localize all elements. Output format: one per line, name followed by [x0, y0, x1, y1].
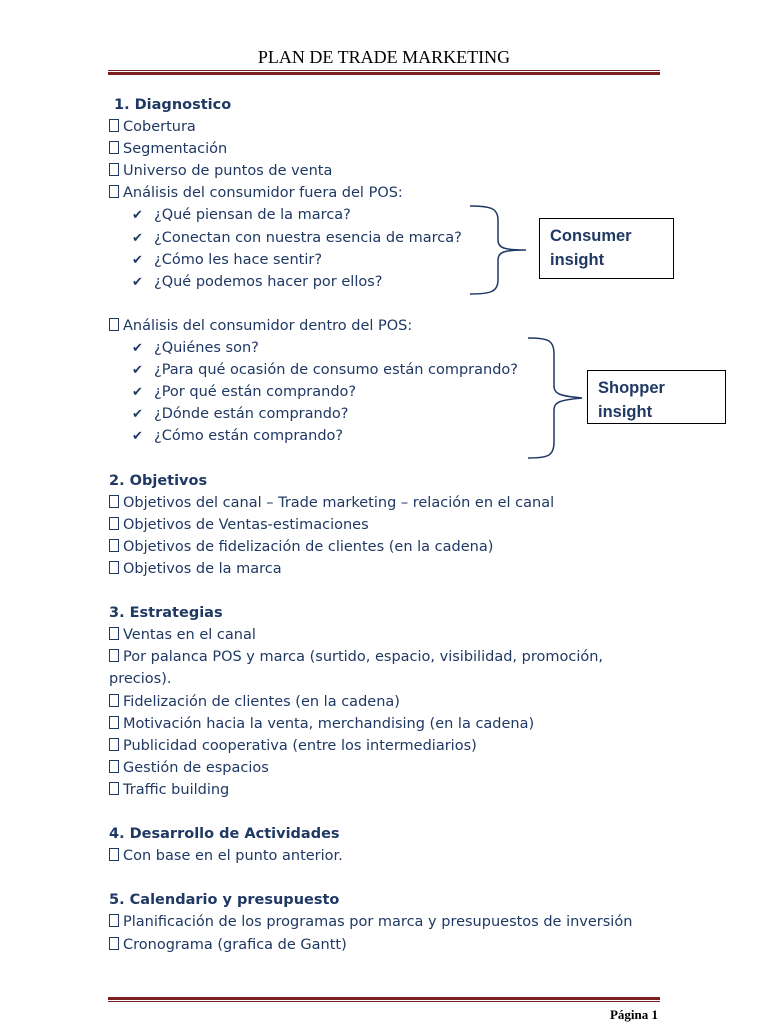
shopper-insight-callout: Shopper insight	[587, 370, 726, 424]
checklist-item: ✔ ¿Qué piensan de la marca?	[109, 204, 669, 226]
list-item: Gestión de espacios	[109, 757, 669, 779]
footer-rule-thin	[108, 1001, 660, 1002]
section-heading-calendario: 5. Calendario y presupuesto	[109, 892, 340, 909]
checklist-item: ✔ ¿Quiénes son?	[109, 337, 669, 359]
box-bullet-icon	[109, 649, 119, 662]
box-bullet-icon	[109, 627, 119, 640]
shopper-brace	[526, 336, 588, 460]
checkmark-icon: ✔	[132, 407, 143, 423]
checkmark-icon: ✔	[132, 341, 143, 357]
checklist-item: ✔ ¿Cómo les hace sentir?	[109, 249, 669, 271]
list-item: Ventas en el canal	[109, 624, 669, 646]
checkmark-icon: ✔	[132, 252, 143, 268]
checklist-item: ✔ ¿Conectan con nuestra esencia de marca?	[109, 227, 669, 249]
box-bullet-icon	[109, 517, 119, 530]
section-heading-estrategias: 3. Estrategias	[109, 605, 223, 622]
box-bullet-icon	[109, 163, 119, 176]
checkmark-icon: ✔	[132, 230, 143, 246]
checklist-item: ✔ ¿Por qué están comprando?	[109, 381, 669, 403]
list-item: Motivación hacia la venta, merchandising (en la cadena)	[109, 713, 669, 735]
box-bullet-icon	[109, 694, 119, 707]
box-bullet-icon	[109, 760, 119, 773]
box-bullet-icon	[109, 848, 119, 861]
list-item: Análisis del consumidor dentro del POS:	[109, 315, 669, 337]
box-bullet-icon	[109, 914, 119, 927]
list-item: Universo de puntos de venta	[109, 160, 669, 182]
checklist-item: ✔ ¿Cómo están comprando?	[109, 425, 669, 447]
checklist-item: ✔ ¿Dónde están comprando?	[109, 403, 669, 425]
checklist-item: ✔ ¿Para qué ocasión de consumo están comprando?	[109, 359, 669, 381]
list-item: Traffic building	[109, 779, 669, 801]
box-bullet-icon	[109, 782, 119, 795]
box-bullet-icon	[109, 561, 119, 574]
box-bullet-icon	[109, 495, 119, 508]
list-item: Objetivos de fidelización de clientes (en la cadena)	[109, 536, 669, 558]
list-item: Cobertura	[109, 116, 669, 138]
box-bullet-icon	[109, 141, 119, 154]
list-item: Cronograma (grafica de Gantt)	[109, 934, 669, 956]
section-heading-actividades: 4. Desarrollo de Actividades	[109, 826, 340, 843]
box-bullet-icon	[109, 119, 119, 132]
checkmark-icon: ✔	[132, 208, 143, 224]
checkmark-icon: ✔	[132, 385, 143, 401]
list-item: Objetivos de Ventas-estimaciones	[109, 514, 669, 536]
box-bullet-icon	[109, 738, 119, 751]
footer-rule-thick	[108, 997, 660, 1000]
list-item: Segmentación	[109, 138, 669, 160]
list-item: Fidelización de clientes (en la cadena)	[109, 691, 669, 713]
box-bullet-icon	[109, 318, 119, 331]
checkmark-icon: ✔	[132, 274, 143, 290]
box-bullet-icon	[109, 716, 119, 729]
list-item: Publicidad cooperativa (entre los intermediarios)	[109, 735, 669, 757]
header-rule-thick	[108, 72, 660, 75]
list-item: Objetivos de la marca	[109, 558, 669, 580]
section-heading-diagnostico: 1. Diagnostico	[114, 97, 232, 113]
box-bullet-icon	[109, 937, 119, 950]
list-item: Por palanca POS y marca (surtido, espacio, visibilidad, promoción, precios).	[109, 649, 604, 688]
list-item: Objetivos del canal – Trade marketing – relación en el canal	[109, 492, 669, 514]
list-item: Planificación de los programas por marca y presupuestos de inversión	[109, 911, 669, 933]
box-bullet-icon	[109, 185, 119, 198]
header-rule-thin	[108, 70, 660, 71]
list-item: Con base en el punto anterior.	[109, 845, 669, 867]
list-item: Análisis del consumidor fuera del POS:	[109, 182, 669, 204]
page-number: Página 1	[609, 1007, 658, 1022]
page-title: PLAN DE TRADE MARKETING	[257, 47, 511, 67]
checkmark-icon: ✔	[132, 363, 143, 379]
consumer-brace	[468, 204, 530, 296]
consumer-insight-callout: Consumer insight	[539, 218, 674, 279]
checklist-item: ✔ ¿Qué podemos hacer por ellos?	[109, 271, 669, 293]
box-bullet-icon	[109, 539, 119, 552]
checkmark-icon: ✔	[132, 429, 143, 445]
section-heading-objetivos: 2. Objetivos	[109, 472, 208, 489]
